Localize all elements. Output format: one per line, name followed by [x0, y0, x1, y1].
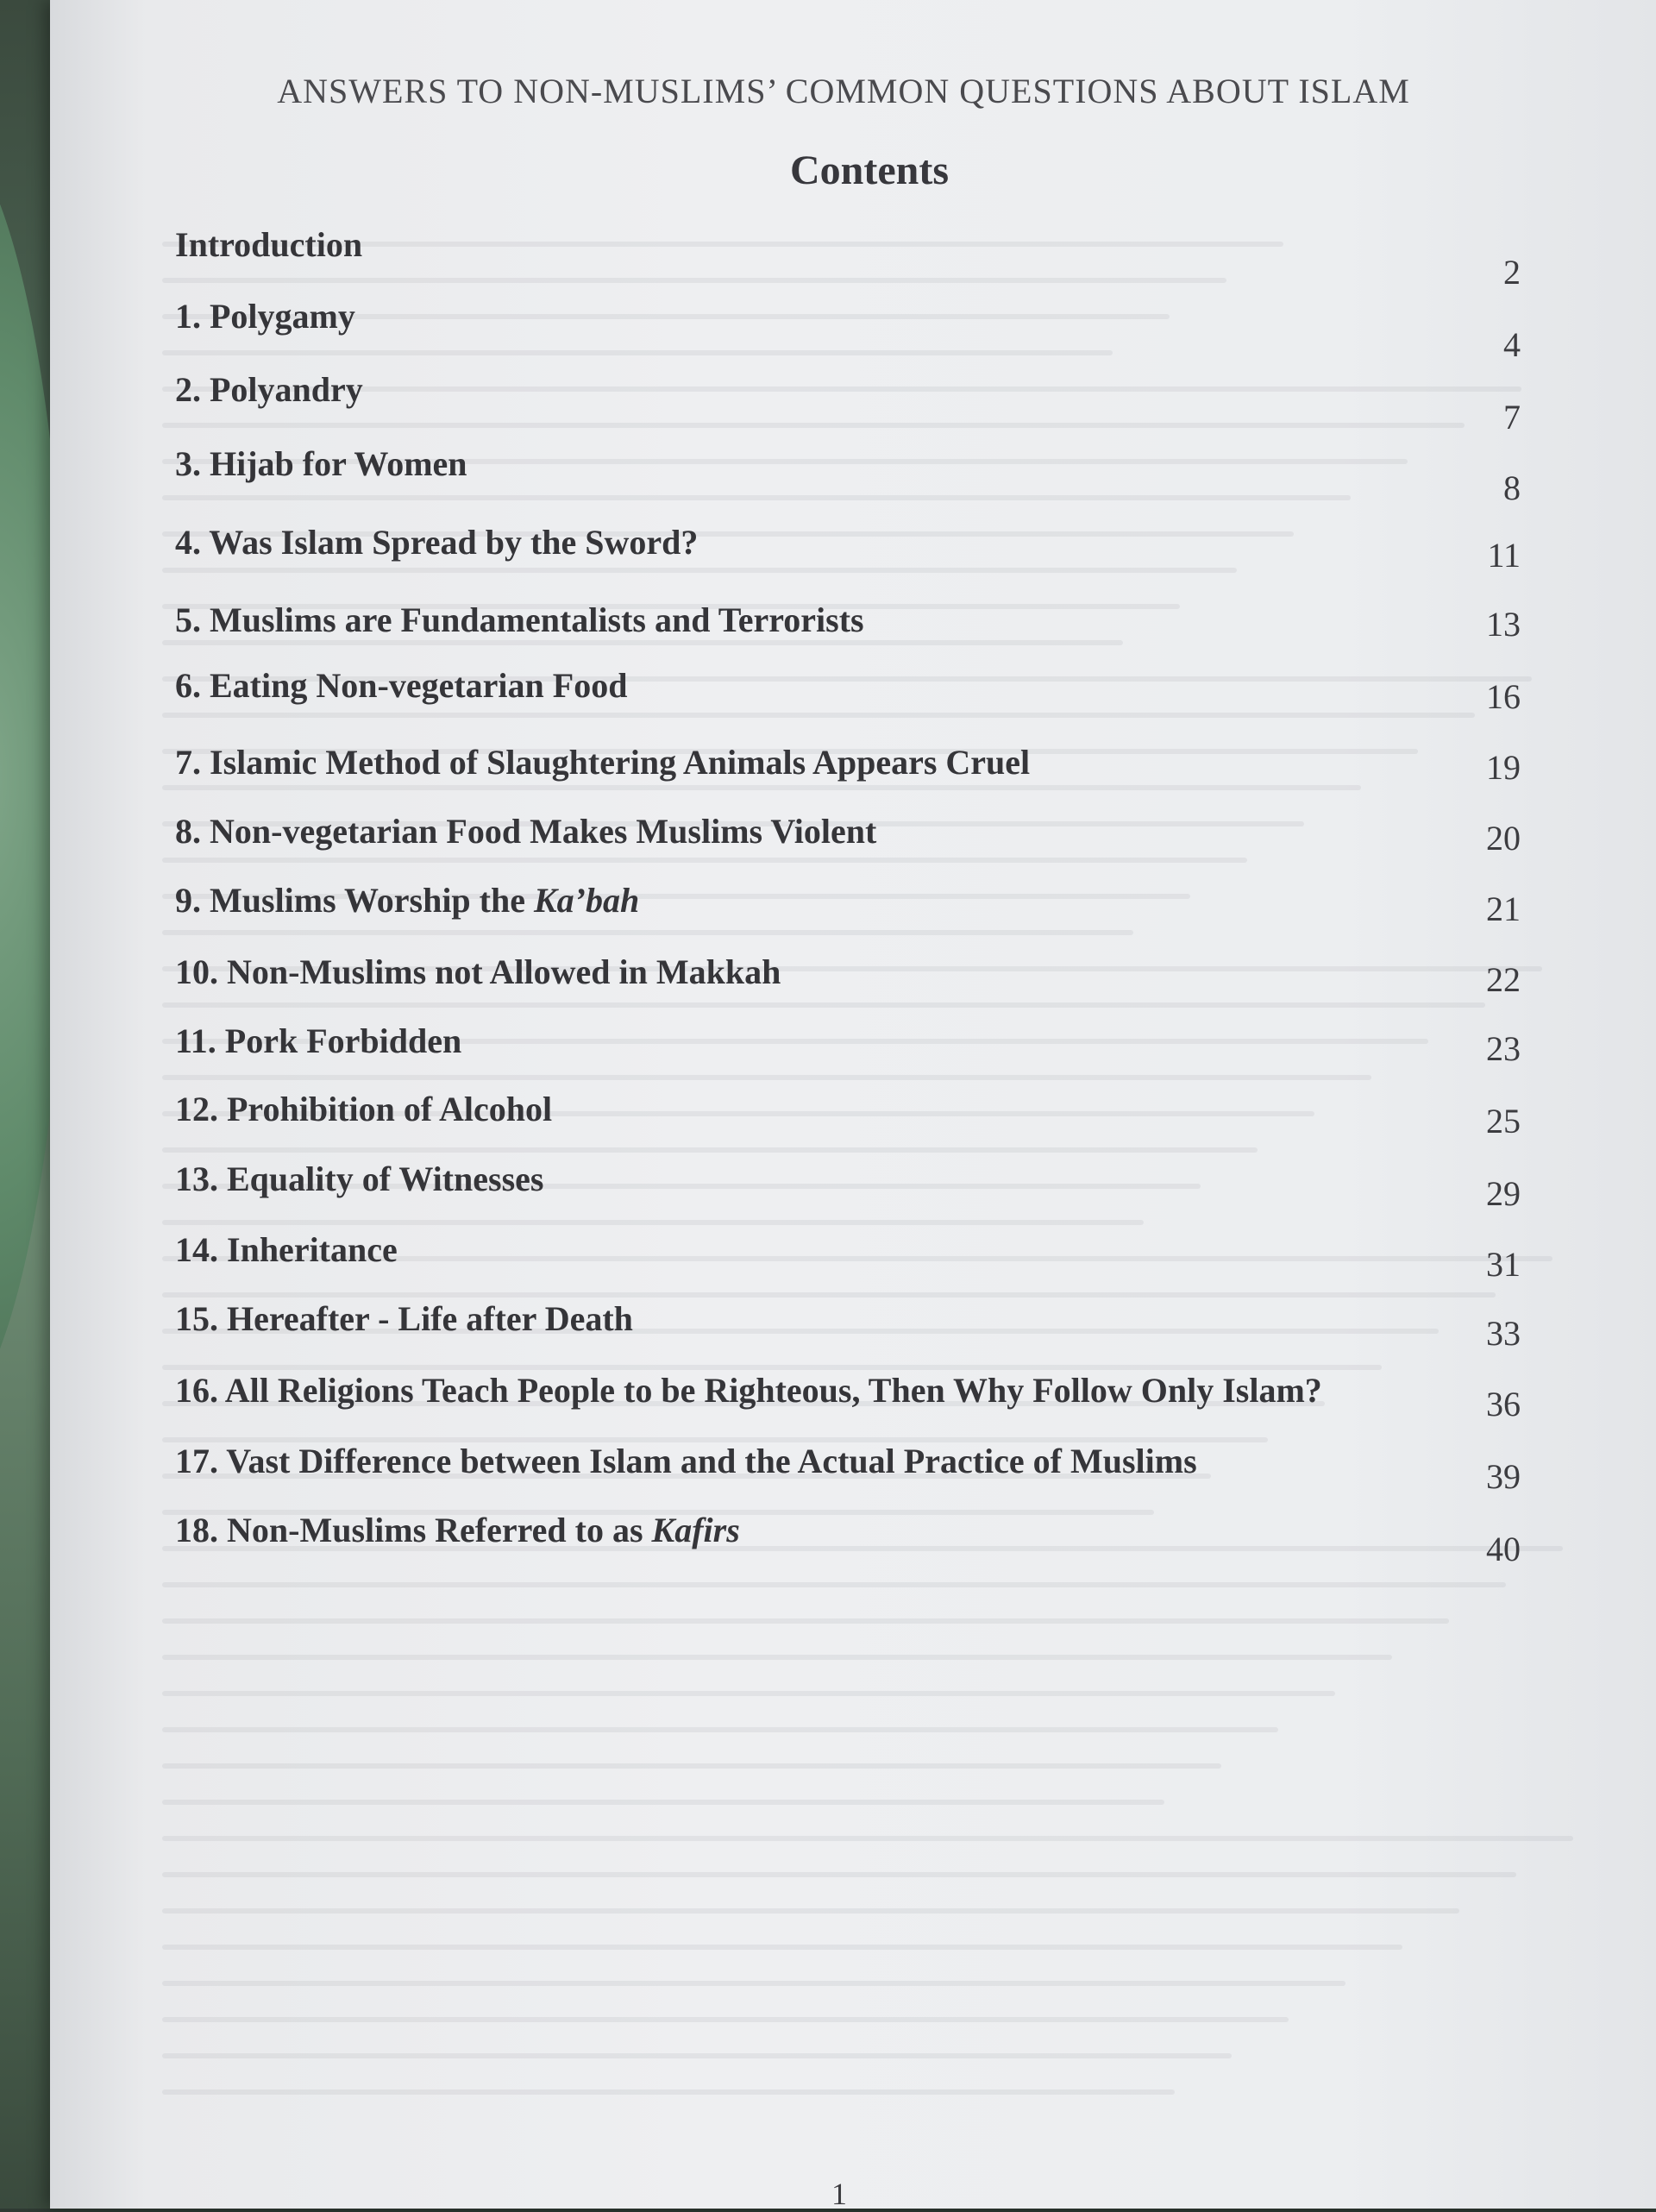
- toc-entry: [175, 600, 1521, 664]
- show-through-line: [162, 1908, 1459, 1914]
- show-through-line: [162, 1981, 1346, 1986]
- toc-entry: [175, 522, 1521, 595]
- toc-entry-title: 16. All Religions Teach People to be Righteous, Then Why Follow Only Islam?: [175, 1371, 1322, 1410]
- toc-entry-title: 14. Inheritance: [175, 1230, 398, 1269]
- toc-entry: [175, 665, 1521, 737]
- toc-entry-page-number: 16: [1486, 677, 1521, 716]
- toc-entry-title: 11. Pork Forbidden: [175, 1021, 462, 1060]
- toc-entry: [175, 1298, 1521, 1373]
- toc-entry-page-number: 4: [1503, 325, 1521, 364]
- toc-entry-title: 6. Eating Non-vegetarian Food: [175, 666, 628, 705]
- toc-entry-title: 13. Equality of Witnesses: [175, 1159, 544, 1198]
- show-through-line: [162, 1800, 1164, 1805]
- toc-entry-page-number: 31: [1486, 1245, 1521, 1284]
- show-through-line: [162, 1655, 1392, 1660]
- toc-entry: [175, 742, 1521, 808]
- toc-entry-page-number: 11: [1487, 536, 1521, 575]
- contents-title: Contents: [789, 148, 949, 193]
- toc-entry-page-number: 23: [1486, 1029, 1521, 1068]
- show-through-line: [162, 1618, 1449, 1624]
- toc-entry: [175, 1510, 1521, 1589]
- show-through-line: [162, 1691, 1335, 1696]
- show-through-line: [162, 1872, 1516, 1877]
- show-through-line: [162, 1945, 1402, 1950]
- toc-entry-title: 8. Non-vegetarian Food Makes Muslims Violent: [175, 812, 877, 851]
- show-through-line: [162, 2053, 1232, 2058]
- toc-entry-page-number: 36: [1486, 1385, 1521, 1423]
- show-through-line: [162, 1763, 1221, 1769]
- toc-entry-page-number: 22: [1486, 960, 1521, 999]
- page-number: 1: [831, 2177, 847, 2211]
- toc-entry-page-number: 19: [1486, 748, 1521, 787]
- toc-entry: [175, 1229, 1521, 1304]
- toc-entry-title: 4. Was Islam Spread by the Sword?: [175, 523, 699, 562]
- running-head: ANSWERS TO NON-MUSLIMS’ COMMON QUESTIONS ABOUT ISLAM: [277, 72, 1410, 110]
- book-page: [50, 0, 1656, 2209]
- toc-entry-title: 12. Prohibition of Alcohol: [175, 1090, 553, 1128]
- show-through-line: [162, 1836, 1573, 1841]
- toc-entry-page-number: 2: [1503, 253, 1521, 292]
- toc-entry-page-number: 8: [1503, 468, 1521, 507]
- show-through-line: [162, 1727, 1278, 1732]
- toc-entry: [175, 952, 1521, 1020]
- toc-entry-title: 1. Polygamy: [175, 297, 355, 336]
- toc-entry-page-number: 29: [1486, 1174, 1521, 1213]
- toc-entry-page-number: 40: [1486, 1530, 1521, 1568]
- toc-entry: [175, 1370, 1521, 1444]
- toc-entry-page-number: 39: [1486, 1457, 1521, 1496]
- toc-entry-page-number: 21: [1486, 889, 1521, 928]
- toc-entry-title: 17. Vast Difference between Islam and the Actual Practice of Muslims: [175, 1442, 1197, 1480]
- toc-entry-title: 15. Hereafter - Life after Death: [175, 1299, 633, 1338]
- toc-entry-title: 10. Non-Muslims not Allowed in Makkah: [175, 952, 781, 991]
- toc-entry-page-number: 25: [1486, 1102, 1521, 1141]
- toc-entry-page-number: 33: [1486, 1314, 1521, 1353]
- toc-entry: [175, 1089, 1521, 1161]
- toc-entry: [175, 1441, 1521, 1517]
- toc-entry-title: 2. Polyandry: [175, 370, 363, 409]
- toc-entry-title: 3. Hijab for Women: [175, 444, 467, 483]
- show-through-line: [162, 2017, 1289, 2022]
- show-through-line: [162, 2089, 1175, 2095]
- toc-entry-page-number: 13: [1486, 605, 1521, 644]
- toc-entry: [175, 811, 1521, 878]
- toc-entry-title: 18. Non-Muslims Referred to as Kafirs: [175, 1511, 740, 1549]
- toc-entry: [175, 443, 1521, 528]
- toc-entry-title: 9. Muslims Worship the Ka’bah: [175, 881, 640, 920]
- toc-entry: [175, 1021, 1521, 1089]
- toc-entry-title-italic: Ka’bah: [534, 881, 640, 920]
- toc-entry-title-italic: Kafirs: [651, 1511, 740, 1549]
- toc-entry-page-number: 20: [1486, 819, 1521, 858]
- toc-entry-page-number: 7: [1503, 398, 1521, 437]
- toc-entry: [175, 880, 1521, 949]
- toc-entry: [175, 1159, 1521, 1234]
- toc-entry-title: 7. Islamic Method of Slaughtering Animals Appears Cruel: [175, 743, 1031, 782]
- toc-entry-title: Introduction: [175, 225, 363, 264]
- toc-entry-title: 5. Muslims are Fundamentalists and Terrorists: [175, 600, 864, 639]
